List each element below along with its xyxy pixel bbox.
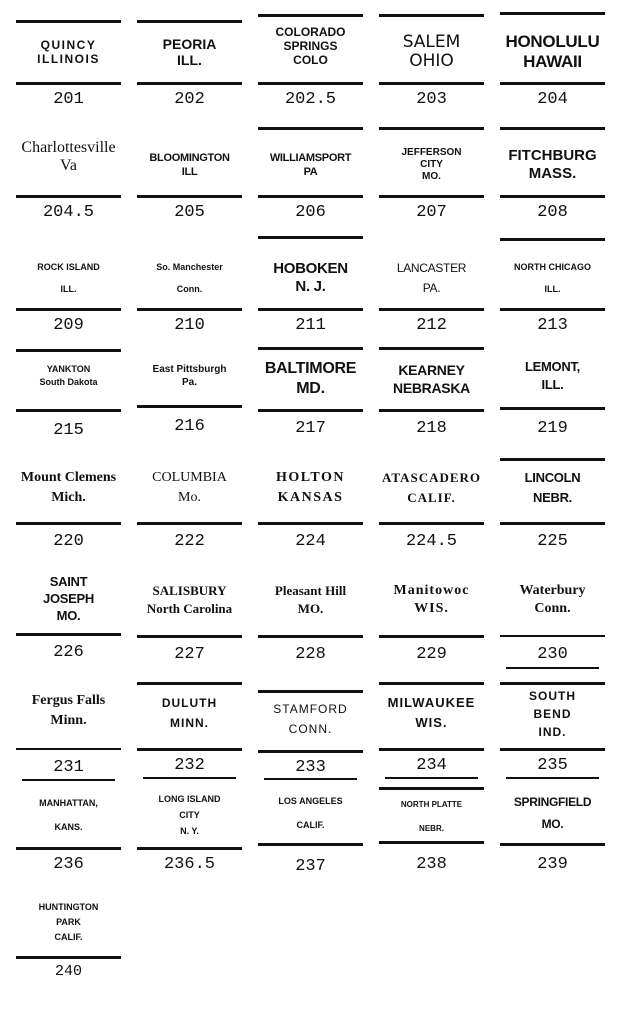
town-line: Pa.	[181, 377, 197, 388]
town-label	[133, 569, 246, 631]
town-line: SPRINGS	[283, 39, 338, 53]
entry-number: 210	[174, 316, 205, 335]
town-line: NEBRASKA	[393, 380, 470, 396]
town-label	[133, 785, 246, 845]
entry-cell	[8, 121, 129, 234]
town-label	[375, 569, 488, 631]
rule-line	[385, 777, 478, 779]
entry-number: 224.5	[405, 532, 457, 551]
town-line: ILL.	[177, 52, 202, 68]
entry-row	[8, 901, 613, 1025]
town-label	[133, 250, 246, 306]
entry-number: 233	[295, 758, 326, 777]
entry-cell	[250, 460, 371, 573]
town-label	[375, 686, 488, 740]
town-label	[254, 569, 367, 631]
entry-number: 225	[537, 532, 568, 551]
town-line: PA	[303, 166, 318, 178]
town-line: HUNTINGTON	[38, 901, 99, 912]
rule-line	[137, 635, 242, 638]
town-line: ILL.	[541, 377, 564, 392]
rule-line	[506, 777, 599, 779]
town-line: COLO	[293, 53, 328, 67]
rule-line	[379, 748, 484, 751]
entry-number: 206	[295, 203, 326, 222]
town-label	[254, 460, 367, 516]
town-label	[375, 351, 488, 407]
town-line: NORTH CHICAGO	[514, 262, 591, 272]
town-line: ATASCADERO	[381, 470, 482, 485]
entry-row	[8, 573, 613, 686]
town-label	[496, 684, 609, 744]
rule-line	[379, 308, 484, 311]
town-line: CALIF.	[407, 490, 456, 505]
entry-cell	[129, 8, 250, 121]
town-label	[133, 24, 246, 80]
town-line: Waterbury	[519, 583, 586, 598]
town-line: SOUTH	[529, 689, 576, 703]
rule-line	[16, 956, 121, 959]
entry-number: 236	[53, 855, 84, 874]
entry-number: 227	[174, 645, 205, 664]
rule-line	[16, 633, 121, 636]
rule-line	[143, 777, 236, 779]
entry-cell	[8, 347, 129, 460]
town-line: MASS.	[528, 165, 577, 182]
postmark-slogan-sheet	[8, 8, 613, 1025]
entry-cell	[250, 686, 371, 799]
town-line: Mount Clemens	[20, 470, 117, 485]
entry-number: 234	[416, 756, 447, 775]
town-line: IND.	[538, 725, 567, 739]
rule-line	[137, 405, 242, 408]
town-line: CALIF.	[296, 820, 325, 830]
entry-number: 224	[295, 532, 326, 551]
rule-line	[16, 748, 121, 750]
rule-line	[16, 409, 121, 412]
town-line: SALEM	[402, 32, 461, 52]
town-line: East Pittsburgh	[152, 364, 227, 375]
town-line: SAINT	[49, 573, 88, 589]
town-label	[254, 351, 367, 407]
rule-line	[258, 690, 363, 693]
town-label	[12, 460, 125, 516]
town-line: MD.	[296, 380, 325, 397]
town-line: Charlottesville	[21, 139, 116, 156]
entry-cell	[492, 234, 613, 347]
town-line: CALIF.	[54, 931, 83, 942]
entry-cell	[492, 347, 613, 460]
town-label	[496, 24, 609, 80]
rule-line	[137, 522, 242, 525]
town-line: N. J.	[295, 278, 326, 295]
town-line: MO.	[422, 171, 441, 182]
entry-number: 219	[537, 419, 568, 438]
town-line: ROCK ISLAND	[37, 262, 100, 272]
town-line: WILLIAMSPORT	[269, 152, 352, 164]
town-label	[496, 351, 609, 401]
rule-line	[379, 635, 484, 638]
entry-cell	[129, 347, 250, 460]
town-line: South Dakota	[39, 377, 98, 387]
entry-cell	[492, 8, 613, 121]
rule-line	[137, 308, 242, 311]
rule-line	[258, 14, 363, 17]
entry-cell	[371, 799, 492, 912]
entry-number: 237	[295, 857, 326, 876]
rule-line	[379, 841, 484, 844]
rule-line	[500, 748, 605, 751]
town-line: BEND	[533, 707, 572, 721]
entry-cell	[129, 686, 250, 799]
entry-cell	[371, 573, 492, 686]
town-label	[496, 569, 609, 631]
town-line: COLUMBIA	[152, 470, 227, 485]
entry-number: 202.5	[284, 90, 336, 109]
entry-number: 226	[53, 643, 84, 662]
town-line: Mich.	[51, 490, 86, 505]
rule-line	[258, 635, 363, 638]
town-label	[496, 137, 609, 193]
entry-cell	[8, 686, 129, 799]
entry-row	[8, 460, 613, 573]
town-line: Va	[60, 157, 77, 174]
entry-cell	[8, 234, 129, 347]
entry-cell	[371, 347, 492, 460]
entry-row	[8, 347, 613, 460]
entry-number: 217	[295, 419, 326, 438]
town-line: Minn.	[50, 713, 87, 728]
town-line: PARK	[56, 916, 81, 927]
entry-cell	[492, 460, 613, 573]
town-line: CONN.	[288, 722, 333, 736]
entry-cell	[8, 8, 129, 121]
town-label	[133, 137, 246, 193]
entry-number: 229	[416, 645, 447, 664]
entry-cell	[371, 460, 492, 573]
town-line: KANSAS	[277, 490, 344, 505]
town-line: QUINCY	[40, 38, 97, 52]
town-line: DULUTH	[161, 696, 218, 710]
entry-number: 228	[295, 645, 326, 664]
town-line: MILWAUKEE	[387, 695, 476, 710]
rule-line	[258, 82, 363, 85]
rule-line	[500, 308, 605, 311]
town-line: Fergus Falls	[31, 693, 106, 708]
rule-line	[258, 409, 363, 412]
town-line: WIS.	[414, 601, 449, 616]
town-line: BLOOMINGTON	[149, 152, 230, 164]
rule-line	[16, 20, 121, 23]
town-line: CITY	[420, 159, 443, 170]
rule-line	[258, 127, 363, 130]
town-line: LANCASTER	[396, 261, 467, 275]
entry-number: 211	[295, 316, 326, 335]
town-line: SALISBURY	[152, 583, 227, 598]
entry-cell	[250, 573, 371, 686]
town-line: NEBR.	[419, 824, 444, 833]
entry-number: 202	[174, 90, 205, 109]
entry-cell	[250, 121, 371, 234]
town-line: Pleasant Hill	[274, 583, 347, 598]
entry-cell	[129, 573, 250, 686]
rule-line	[500, 195, 605, 198]
town-line: ILL.	[544, 284, 561, 294]
town-label	[496, 460, 609, 516]
entry-number: 232	[174, 756, 205, 775]
entry-cell	[8, 460, 129, 573]
entry-cell	[250, 796, 371, 912]
rule-line	[258, 843, 363, 846]
rule-line	[137, 20, 242, 23]
town-line: KEARNEY	[398, 362, 465, 378]
rule-line	[16, 308, 121, 311]
town-line: ILLINOIS	[37, 52, 100, 66]
rule-line	[500, 635, 605, 637]
rule-line	[506, 667, 599, 669]
entry-cell	[371, 121, 492, 234]
entry-number: 213	[537, 316, 568, 335]
town-line: NEBR.	[533, 490, 572, 505]
rule-line	[16, 522, 121, 525]
rule-line	[500, 238, 605, 241]
town-line: Conn.	[534, 601, 571, 616]
rule-line	[379, 14, 484, 17]
town-label	[12, 250, 125, 306]
town-line: ILL.	[60, 284, 77, 294]
town-line: OHIO	[409, 51, 454, 71]
town-label	[12, 567, 125, 629]
town-line: LEMONT,	[525, 359, 580, 374]
town-line: LOS ANGELES	[278, 796, 343, 806]
town-label	[12, 682, 125, 740]
rule-line	[500, 522, 605, 525]
rule-line	[137, 82, 242, 85]
town-line: HOLTON	[276, 470, 345, 485]
entry-cell	[8, 901, 129, 1025]
entry-cell	[371, 8, 492, 121]
entry-number: 240	[54, 963, 82, 980]
entry-cell	[8, 573, 129, 686]
rule-line	[379, 82, 484, 85]
entry-row	[8, 121, 613, 234]
entry-number: 230	[537, 645, 568, 664]
entry-number: 209	[53, 316, 84, 335]
town-label	[254, 137, 367, 193]
town-label	[496, 250, 609, 306]
entry-number: 203	[416, 90, 447, 109]
town-line: HONOLULU	[505, 32, 600, 51]
town-line: SPRINGFIELD	[513, 795, 592, 809]
entry-row	[8, 686, 613, 799]
entry-cell	[129, 234, 250, 347]
entry-number: 215	[53, 421, 84, 440]
town-line: MO.	[297, 601, 324, 616]
town-label	[12, 129, 125, 185]
entry-number: 207	[416, 203, 447, 222]
entry-number: 216	[174, 417, 205, 436]
rule-line	[137, 847, 242, 850]
entry-number: 208	[537, 203, 568, 222]
town-label	[254, 250, 367, 306]
entry-cell	[129, 121, 250, 234]
town-line: STAMFORD	[273, 702, 348, 716]
rule-line	[500, 407, 605, 410]
town-line: HAWAII	[523, 52, 582, 71]
town-line: LINCOLN	[524, 470, 581, 485]
entry-number: 204.5	[42, 203, 94, 222]
town-line: NORTH PLATTE	[400, 800, 463, 809]
entry-number: 231	[53, 758, 84, 777]
rule-line	[258, 195, 363, 198]
entry-cell	[492, 573, 613, 686]
entry-cell	[250, 234, 371, 347]
town-label	[375, 789, 488, 845]
town-line: MANHATTAN,	[39, 798, 98, 808]
rule-line	[137, 748, 242, 751]
town-line: Conn.	[176, 284, 203, 294]
rule-line	[137, 682, 242, 685]
town-line: North Carolina	[146, 601, 233, 616]
town-line: YANKTON	[46, 364, 91, 374]
rule-line	[137, 195, 242, 198]
town-line: JEFFERSON	[401, 147, 462, 158]
town-label	[133, 460, 246, 516]
town-label	[254, 785, 367, 841]
town-label	[375, 137, 488, 193]
entry-number: 220	[53, 532, 84, 551]
entry-cell	[492, 121, 613, 234]
rule-line	[258, 236, 363, 239]
rule-line	[258, 347, 363, 350]
town-line: COLORADO	[275, 25, 346, 39]
rule-line	[258, 750, 363, 753]
rule-line	[264, 778, 357, 780]
town-line: N. Y.	[180, 826, 199, 836]
entry-cell	[371, 234, 492, 347]
town-label	[12, 351, 125, 401]
town-label	[12, 892, 125, 952]
entry-cell	[129, 794, 250, 912]
entry-number: 212	[416, 316, 447, 335]
entry-number: 235	[537, 756, 568, 775]
rule-line	[22, 779, 115, 781]
town-line: KANS.	[54, 822, 83, 832]
rule-line	[500, 12, 605, 15]
entry-number: 239	[537, 855, 568, 874]
town-line: CITY	[179, 810, 200, 820]
rule-line	[379, 195, 484, 198]
town-line: MO.	[541, 817, 564, 831]
entry-row	[8, 8, 613, 121]
rule-line	[379, 522, 484, 525]
town-line: BALTIMORE	[264, 360, 357, 377]
town-label	[254, 694, 367, 744]
town-line: WIS.	[415, 715, 448, 730]
town-label	[375, 24, 488, 80]
town-line: Manitowoc	[393, 583, 470, 598]
town-label	[133, 686, 246, 740]
town-line: PEORIA	[162, 36, 217, 52]
rule-line	[379, 127, 484, 130]
town-line: PA.	[422, 281, 441, 295]
town-line: MINN.	[170, 716, 209, 730]
town-label	[375, 250, 488, 306]
entry-cell	[250, 8, 371, 121]
rule-line	[500, 127, 605, 130]
rule-line	[379, 409, 484, 412]
town-line: LONG ISLAND	[158, 794, 221, 804]
rule-line	[500, 843, 605, 846]
town-label	[254, 18, 367, 74]
town-label	[12, 24, 125, 80]
town-line: MO.	[56, 607, 81, 623]
entry-cell	[492, 686, 613, 799]
rule-line	[258, 308, 363, 311]
entry-cell	[250, 347, 371, 460]
entry-number: 204	[537, 90, 568, 109]
town-label	[133, 351, 246, 401]
town-line: HOBOKEN	[273, 260, 348, 277]
entry-row	[8, 234, 613, 347]
entry-number: 201	[53, 90, 84, 109]
rule-line	[16, 195, 121, 198]
entry-number: 236.5	[163, 855, 215, 874]
town-label	[12, 787, 125, 843]
rule-line	[16, 82, 121, 85]
entry-number: 222	[174, 532, 205, 551]
entry-cell	[492, 795, 613, 912]
town-label	[375, 460, 488, 516]
rule-line	[500, 82, 605, 85]
town-line: Mo.	[178, 490, 201, 505]
rule-line	[379, 682, 484, 685]
town-line: JOSEPH	[43, 590, 94, 606]
town-line: ILL	[181, 166, 198, 178]
rule-line	[16, 847, 121, 850]
town-line: FITCHBURG	[508, 147, 597, 164]
rule-line	[379, 347, 484, 350]
entry-number: 205	[174, 203, 205, 222]
entry-cell	[371, 686, 492, 799]
entry-number: 238	[416, 855, 447, 874]
entry-cell	[129, 460, 250, 573]
entry-number: 218	[416, 419, 447, 438]
town-label	[496, 785, 609, 841]
town-line: So. Manchester	[156, 262, 223, 272]
rule-line	[258, 522, 363, 525]
